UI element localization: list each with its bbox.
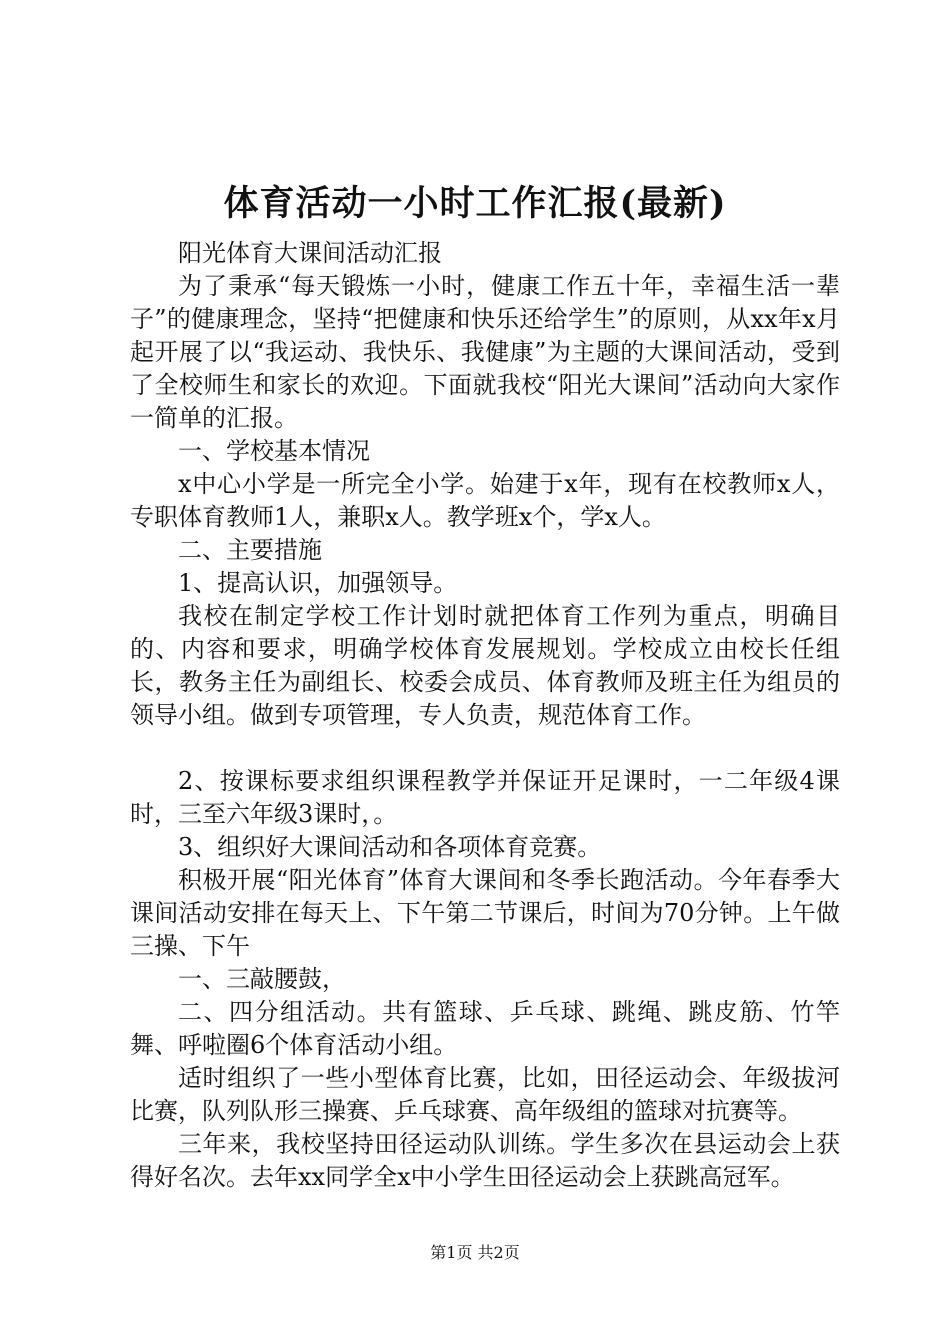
paragraph-groups: 二、四分组活动。共有篮球、乒乓球、跳绳、跳皮筋、竹竿舞、呼啦圈6个体育活动小组。: [130, 998, 840, 1059]
paragraph-basic-info: x中心小学是一所完全小学。始建于x年，现有在校教师x人，专职体育教师1人，兼职x人。教学班x个，学x人。: [130, 470, 840, 531]
paragraph-subtitle: 阳光体育大课间活动汇报: [178, 239, 442, 267]
paragraph-intro: 为了秉承“每天锻炼一小时，健康工作五十年，幸福生活一辈子”的健康理念，坚持“把健康和快乐还给学生”的原则，从xx年x月起开展了以“我运动、我快乐、我健康”为主题的大课间活动，受到了全校师生和家长的欢迎。下面就我校“阳光大课间”活动向大家作一简单的汇报。: [130, 272, 840, 432]
document-body: [130, 237, 840, 1194]
paragraph-drums: 一、三敲腰鼓，: [178, 965, 346, 993]
section-heading-measures: 二、主要措施: [178, 536, 322, 564]
paragraph-track-team: 三年来，我校坚持田径运动队训练。学生多次在县运动会上获得好名次。去年xx同学全x中小学生田径运动会上获跳高冠军。: [130, 1130, 840, 1191]
paragraph-curriculum: 2、按课标要求组织课程教学并保证开足课时，一二年级4课时，三至六年级3课时，。: [130, 767, 840, 828]
section-heading-basic-info: 一、学校基本情况: [178, 437, 370, 465]
paragraph-leadership: 我校在制定学校工作计划时就把体育工作列为重点，明确目的、内容和要求，明确学校体育发展规划。学校成立由校长任组长，教务主任为副组长、校委会成员、体育教师及班主任为组员的领导小组。做到专项管理，专人负责，规范体育工作。: [130, 602, 840, 729]
subheading-leadership: 1、提高认识，加强领导。: [178, 569, 458, 597]
subheading-activities: 3、组织好大课间活动和各项体育竞赛。: [178, 833, 602, 861]
page-footer: 第1页 共2页: [430, 1243, 520, 1262]
paragraph-competitions: 适时组织了一些小型体育比赛，比如，田径运动会、年级拔河比赛，队列队形三操赛、乒乓球赛、高年级组的篮球对抗赛等。: [130, 1064, 840, 1125]
paragraph-activities: 积极开展“阳光体育”体育大课间和冬季长跑活动。今年春季大课间活动安排在每天上、下午第二节课后，时间为70分钟。上午做三操、下午: [130, 866, 840, 960]
paragraph-gap: [130, 732, 840, 765]
document-title: 体育活动一小时工作汇报(最新): [223, 183, 727, 224]
